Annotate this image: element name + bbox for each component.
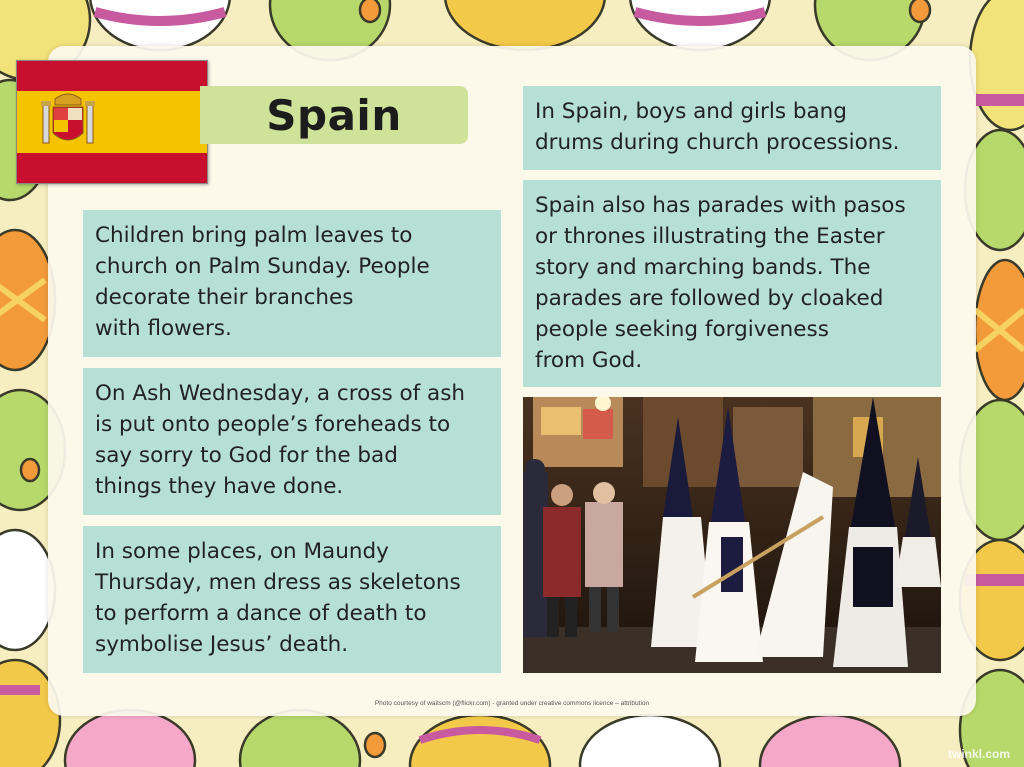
title-banner: [200, 86, 468, 144]
maundy-thursday-text-box: In some places, on Maundy Thursday, men dress as skeletons to perform a dance of death to symbolise Jesus’ death.: [83, 526, 501, 673]
ash-wednesday-text-box: On Ash Wednesday, a cross of ash is put onto people’s foreheads to say sorry to God for the bad things they have done.: [83, 368, 501, 515]
brand-watermark: twinkl.com: [947, 747, 1010, 761]
page-title: Spain: [266, 90, 402, 140]
spain-flag-icon: [16, 60, 208, 184]
palm-sunday-text-box: Children bring palm leaves to church on Palm Sunday. People decorate their branches with flowers.: [83, 210, 501, 357]
drums-text-box: In Spain, boys and girls bang drums during church processions.: [523, 86, 941, 170]
parades-text-box: Spain also has parades with pasos or thrones illustrating the Easter story and marching bands. The parades are followed by cloaked people seeking forgiveness from God.: [523, 180, 941, 387]
photo-credit: Photo courtesy of waitscm (@flickr.com) - granted under creative commons licence – attribution: [374, 700, 650, 707]
procession-photo: [523, 397, 941, 673]
